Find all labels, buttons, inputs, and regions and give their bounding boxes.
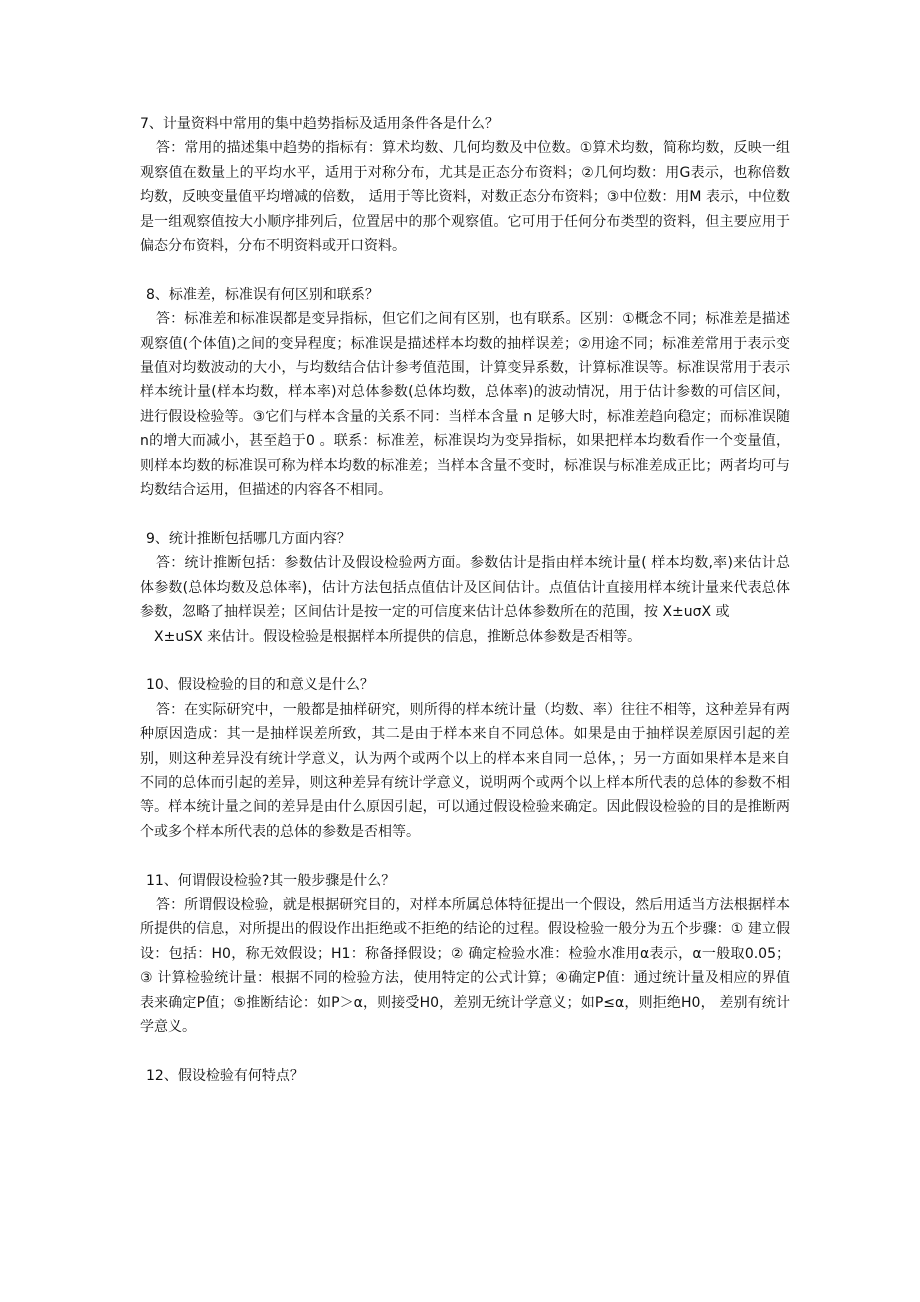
qa-section-12 <box>140 1064 790 1088</box>
question-11: 11、何谓假设检验?其一般步骤是什么？ <box>146 872 396 889</box>
answer-9-continued: X±uSX 来估计。假设检验是根据样本所提供的信息，推断总体参数是否相等。 <box>154 628 642 645</box>
qa-section-7 <box>140 112 790 258</box>
question-9: 9、统计推断包括哪几方面内容？ <box>146 530 351 547</box>
answer-11: 答：所谓假设检验，就是根据研究目的，对样本所属总体特征提出一个假设，然后用适当方法根据样本所提供的信息，对所提出的假设作出拒绝或不拒绝的结论的过程。假设检验一般分为五个步骤：① 建立假设：包括：H0，称无效假设；H1：称备择假设；② 确定检验水准：检验水准用α表示，α一般取0.05；③ 计算检验统计量：根据不同的检验方法，使用特定的公式计算；④确定P值：通过统计量及相应的界值表来确定P值；⑤推断结论：如P＞α，则接受H0，差别无统计学意义；如P≤α，则拒绝H0， 差别有统计学意义。 <box>140 896 790 1035</box>
question-8: 8、标准差，标准误有何区别和联系？ <box>146 286 379 303</box>
question-10: 10、假设检验的目的和意义是什么？ <box>146 677 374 694</box>
answer-9: 答：统计推断包括：参数估计及假设检验两方面。参数估计是指由样本统计量( 样本均数,率)来估计总体参数(总体均数及总体率)，估计方法包括点值估计及区间估计。点值估计直接用样本统计量来代表总体参数，忽略了抽样误差；区间估计是按一定的可信度来估计总体参数所在的范围，按 X±uσX 或 <box>140 555 790 621</box>
qa-section-8 <box>140 283 790 503</box>
qa-section-11 <box>140 869 790 1040</box>
question-7: 7、计量资料中常用的集中趋势指标及适用条件各是什么？ <box>140 116 499 132</box>
qa-section-10 <box>140 673 790 844</box>
answer-10: 答：在实际研究中，一般都是抽样研究，则所得的样本统计量（均数、率）往往不相等，这种差异有两种原因造成：其一是抽样误差所致，其二是由于样本来自不同总体。如果是由于抽样误差原因引起的差别，则这种差异没有统计学意义，认为两个或两个以上的样本来自同一总体，；另一方面如果样本是来自不同的总体而引起的差异，则这种差异有统计学意义，说明两个或两个以上样本所代表的总体的参数不相等。样本统计量之间的差异是由什么原因引起，可以通过假设检验来确定。因此假设检验的目的是推断两个或多个样本所代表的总体的参数是否相等。 <box>140 701 790 840</box>
question-12: 12、假设检验有何特点？ <box>146 1067 304 1084</box>
document-page <box>140 112 790 1113</box>
qa-section-9 <box>140 527 790 649</box>
answer-8: 答：标准差和标准误都是变异指标，但它们之间有区别，也有联系。区别：①概念不同；标准差是描述观察值(个体值)之间的变异程度；标准误是描述样本均数的抽样误差；②用途不同；标准差常用于表示变量值对均数波动的大小，与均数结合估计参考值范围，计算变异系数，计算标准误等。标准误常用于表示样本统计量(样本均数，样本率)对总体参数(总体均数，总体率)的波动情况，用于估计参数的可信区间，进行假设检验等。③它们与样本含量的关系不同：当样本含量 n 足够大时，标准差趋向稳定；而标准误随n的增大而减小，甚至趋于0 。联系：标准差，标准误均为变异指标，如果把样本均数看作一个变量值，则样本均数的标准误可称为样本均数的标准差；当样本含量不变时，标准误与标准差成正比；两者均可与均数结合运用，但描述的内容各不相同。 <box>140 311 790 499</box>
answer-7: 答：常用的描述集中趋势的指标有：算术均数、几何均数及中位数。①算术均数，简称均数，反映一组观察值在数量上的平均水平，适用于对称分布，尤其是正态分布资料；②几何均数：用G表示，也称倍数均数，反映变量值平均增减的倍数， 适用于等比资料，对数正态分布资料；③中位数：用M 表示，中位数是一组观察值按大小顺序排列后，位置居中的那个观察值。它可用于任何分布类型的资料，但主要应用于偏态分布资料，分布不明资料或开口资料。 <box>140 140 790 255</box>
